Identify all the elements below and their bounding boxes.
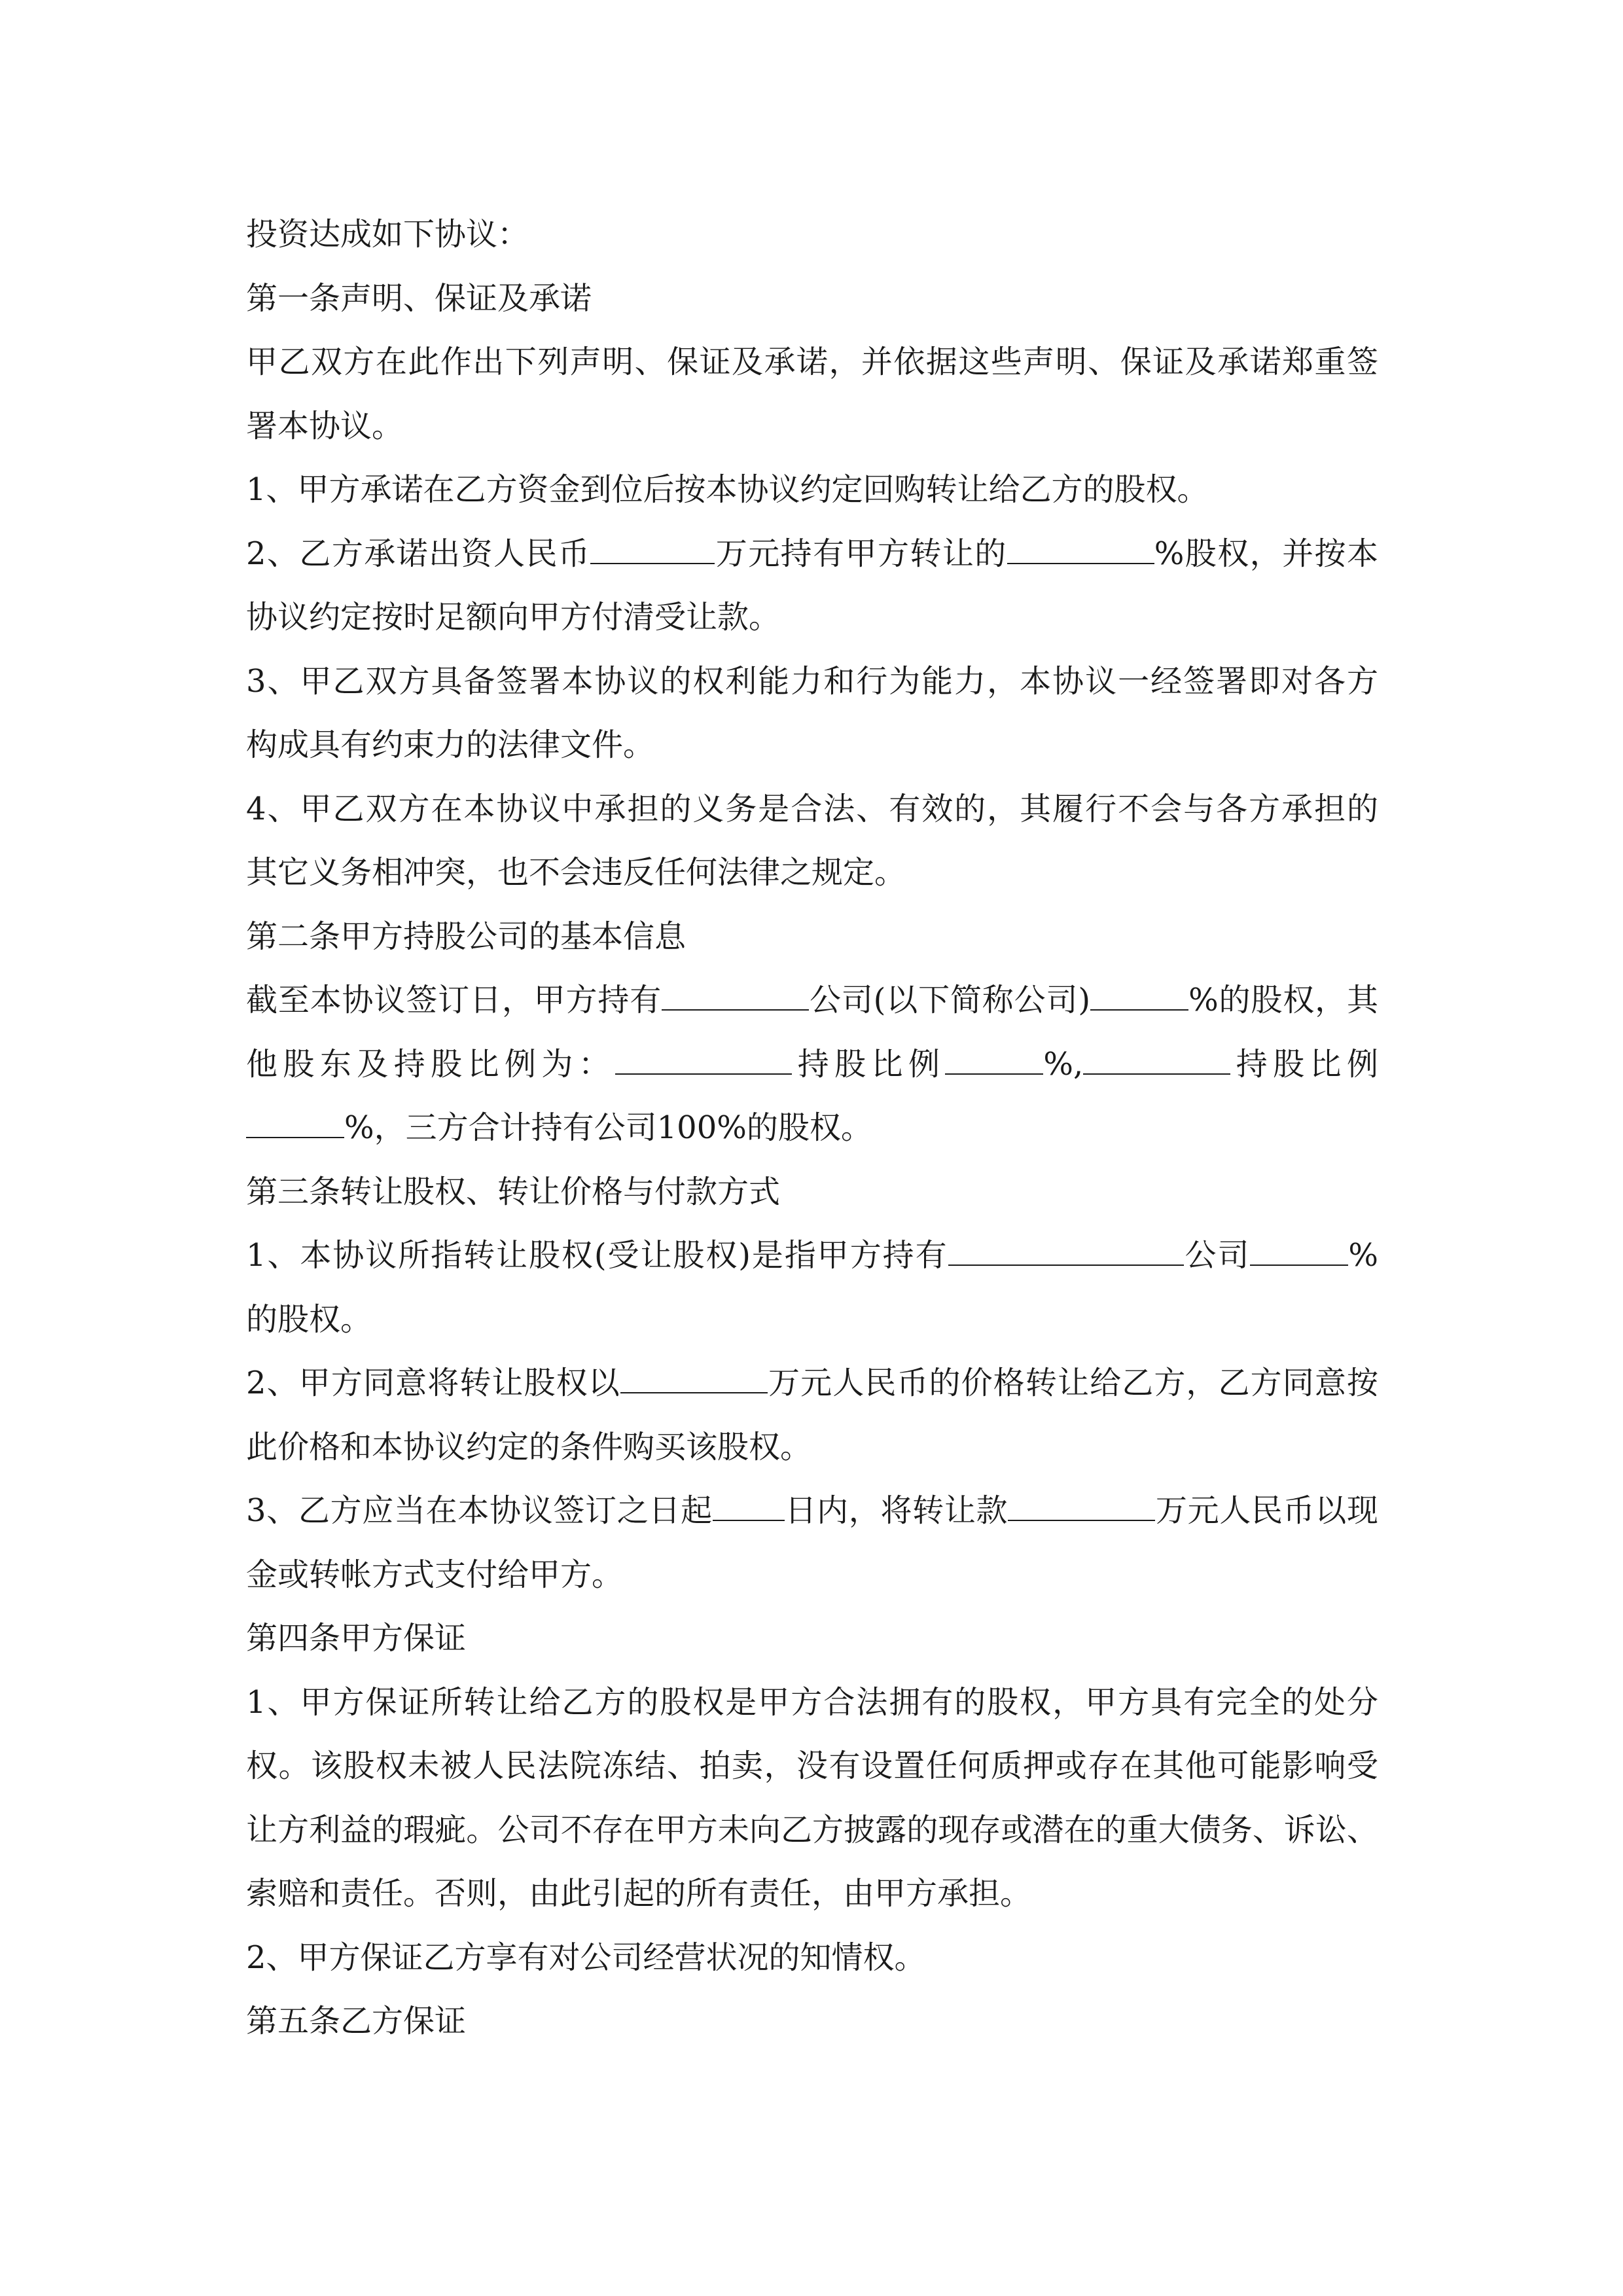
text-line xyxy=(246,713,1378,778)
text-segment: %股权，并按本 xyxy=(1154,535,1378,572)
text-line xyxy=(246,1734,1378,1799)
fill-in-blank xyxy=(246,1108,344,1138)
text-segment: 2、乙方承诺出资人民币 xyxy=(246,535,591,572)
text-line xyxy=(246,1862,1378,1926)
text-segment: % xyxy=(1348,1237,1378,1274)
text-segment: 其它义务相冲突，也不会违反任何法律之规定。 xyxy=(246,854,906,891)
fill-in-blank xyxy=(945,1045,1043,1075)
fill-in-blank xyxy=(1007,534,1154,564)
text-segment: 持股比例 xyxy=(1230,1045,1378,1083)
text-line xyxy=(246,1224,1378,1288)
text-segment: 万元持有甲方转让的 xyxy=(715,535,1007,572)
fill-in-blank xyxy=(1250,1236,1348,1266)
text-line xyxy=(246,905,1378,969)
fill-in-blank xyxy=(948,1236,1184,1266)
fill-in-blank xyxy=(713,1491,785,1521)
text-segment: 万元人民币的价格转让给乙方，乙方同意按 xyxy=(767,1365,1378,1401)
text-line xyxy=(246,969,1378,1033)
text-segment: 此价格和本协议约定的条件购买该股权。 xyxy=(246,1428,812,1465)
text-segment: 2、甲方保证乙方享有对公司经营状况的知情权。 xyxy=(246,1939,926,1976)
text-line xyxy=(246,522,1378,586)
text-segment: 3、乙方应当在本协议签订之日起 xyxy=(246,1492,713,1529)
text-line xyxy=(246,458,1378,522)
text-segment: 4、甲乙双方在本协议中承担的义务是合法、有效的，其履行不会与各方承担的 xyxy=(246,790,1378,827)
text-line xyxy=(246,650,1378,714)
text-segment: 的股权。 xyxy=(246,1300,372,1338)
text-segment: 甲乙双方在此作出下列声明、保证及承诺，并依据这些声明、保证及承诺郑重签 xyxy=(246,344,1378,380)
text-line xyxy=(246,1160,1378,1225)
text-segment: 让方利益的瑕疵。公司不存在甲方未向乙方披露的现存或潜在的重大债务、诉讼、 xyxy=(246,1811,1378,1848)
text-segment: 第五条乙方保证 xyxy=(246,2003,467,2039)
text-line xyxy=(246,778,1378,842)
text-line xyxy=(246,1096,1378,1160)
text-segment: 署本协议。 xyxy=(246,407,404,444)
fill-in-blank xyxy=(615,1045,792,1075)
fill-in-blank xyxy=(620,1363,768,1393)
contract-text-body xyxy=(246,203,1378,2054)
text-line xyxy=(246,331,1378,395)
text-line xyxy=(246,1288,1378,1352)
text-segment: 权。该股权未被人民法院冻结、拍卖，没有设置任何质押或存在其他可能影响受 xyxy=(246,1748,1378,1784)
text-line xyxy=(246,1990,1378,2054)
text-line xyxy=(246,267,1378,331)
text-line xyxy=(246,1352,1378,1416)
text-line xyxy=(246,1607,1378,1671)
text-segment: 构成具有约束力的法律文件。 xyxy=(246,726,655,763)
text-line xyxy=(246,1479,1378,1543)
text-segment: 1、甲方承诺在乙方资金到位后按本协议约定回购转让给乙方的股权。 xyxy=(246,471,1209,508)
text-segment: 第四条甲方保证 xyxy=(246,1620,467,1657)
text-segment: 索赔和责任。否则，由此引起的所有责任，由甲方承担。 xyxy=(246,1875,1032,1912)
text-segment: 他股东及持股比例为： xyxy=(246,1045,616,1083)
text-line xyxy=(246,203,1378,267)
text-segment: 持股比例 xyxy=(792,1045,946,1083)
text-line xyxy=(246,1543,1378,1607)
text-segment: 2、甲方同意将转让股权以 xyxy=(246,1365,620,1401)
text-line xyxy=(246,841,1378,905)
text-segment: %, xyxy=(1043,1045,1084,1083)
fill-in-blank xyxy=(1083,1045,1230,1075)
text-segment: 3、甲乙双方具备签署本协议的权利能力和行为能力，本协议一经签署即对各方 xyxy=(246,662,1378,700)
text-segment: 协议约定按时足额向甲方付清受让款。 xyxy=(246,599,781,636)
text-segment: 第二条甲方持股公司的基本信息 xyxy=(246,918,687,955)
text-segment: 金或转帐方式支付给甲方。 xyxy=(246,1556,624,1593)
text-segment: 第三条转让股权、转让价格与付款方式 xyxy=(246,1173,781,1210)
text-line xyxy=(246,586,1378,650)
text-line xyxy=(246,395,1378,459)
text-segment: 投资达成如下协议： xyxy=(246,216,529,253)
text-line xyxy=(246,1799,1378,1863)
fill-in-blank xyxy=(590,534,715,564)
text-line xyxy=(246,1033,1378,1097)
text-segment: 1、甲方保证所转让给乙方的股权是甲方合法拥有的股权，甲方具有完全的处分 xyxy=(246,1683,1378,1721)
fill-in-blank xyxy=(1090,980,1188,1011)
text-line xyxy=(246,1671,1378,1735)
text-segment: 第一条声明、保证及承诺 xyxy=(246,279,592,317)
text-segment: 万元人民币以现 xyxy=(1155,1492,1378,1529)
text-segment: 截至本协议签订日，甲方持有 xyxy=(246,982,662,1018)
text-segment: %，三方合计持有公司100%的股权。 xyxy=(344,1109,872,1146)
text-segment: 公司 xyxy=(1183,1237,1251,1274)
text-line xyxy=(246,1416,1378,1480)
fill-in-blank xyxy=(1008,1491,1155,1521)
fill-in-blank xyxy=(662,980,809,1011)
text-segment: 公司(以下简称公司) xyxy=(809,982,1091,1018)
text-segment: 1、本协议所指转让股权(受让股权)是指甲方持有 xyxy=(246,1237,948,1274)
text-segment: %的股权，其 xyxy=(1188,982,1378,1018)
text-segment: 日内，将转让款 xyxy=(784,1492,1008,1529)
text-line xyxy=(246,1926,1378,1990)
